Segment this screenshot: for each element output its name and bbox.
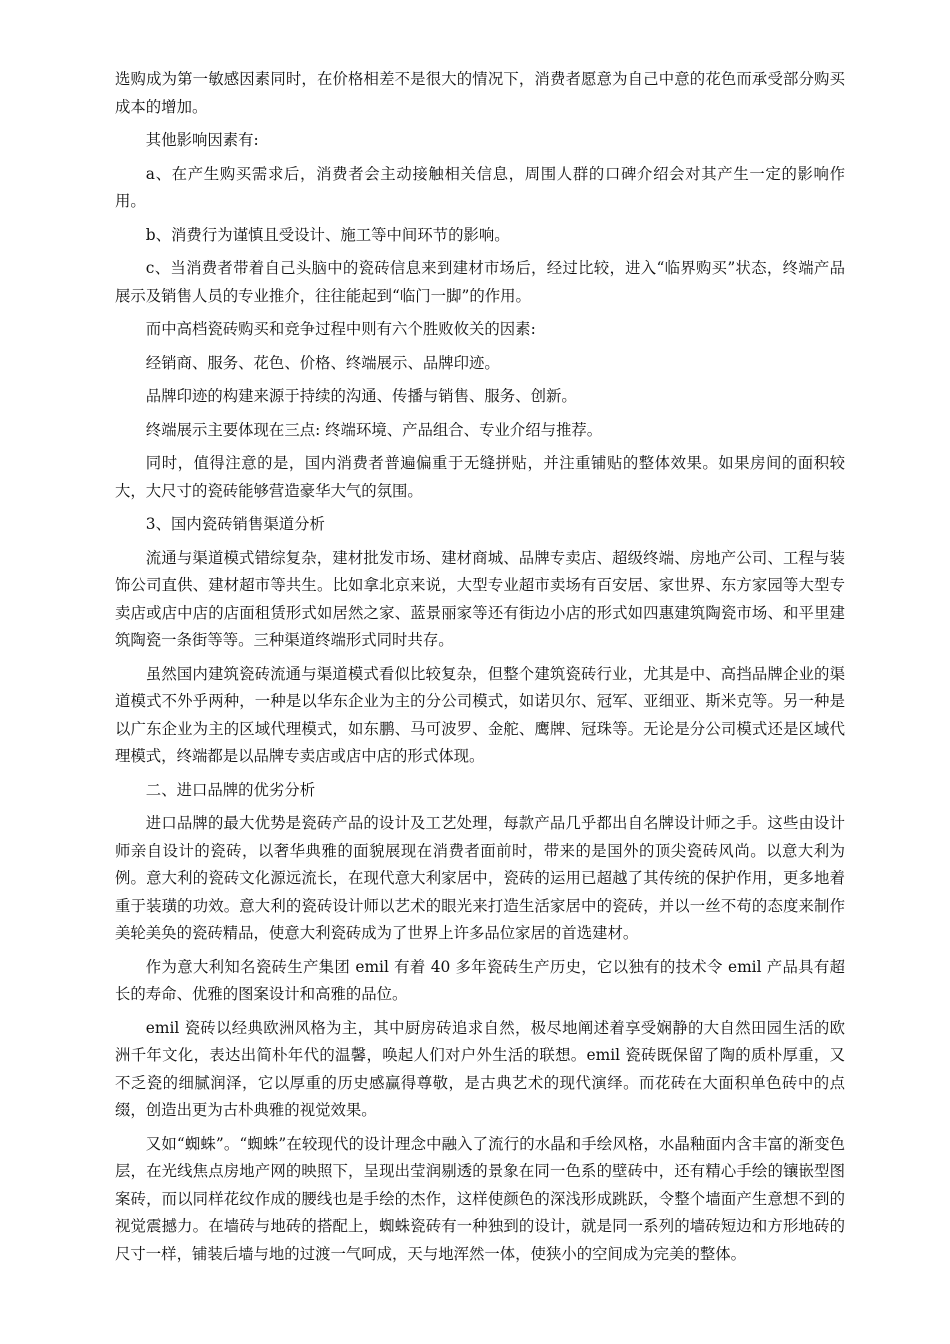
paragraph-13: 虽然国内建筑瓷砖流通与渠道模式看似比较复杂，但整个建筑瓷砖行业，尤其是中、高挡品牌企业的渠道模式不外乎两种，一种是以华东企业为主的分公司模式，如诺贝尔、冠军、亚细亚、斯米克等。另一种是以广东企业为主的区域代理模式，如东鹏、马可波罗、金舵、鹰牌、冠珠等。无论是分公司模式还是区域代理模式，终端都是以品牌专卖店或店中店的形式体现。 [115,664,845,765]
paragraph-15: 进口品牌的最大优势是瓷砖产品的设计及工艺处理，每款产品几乎都出自名牌设计师之手。这些由设计师亲自设计的瓷砖，以奢华典雅的面貌展现在消费者面前时，带来的是国外的顶尖瓷砖风尚。以意大利为例。意大利的瓷砖文化源远流长，在现代意大利家居中，瓷砖的运用已超越了其传统的保护作用，更多地着重于装璜的功效。意大利的瓷砖设计师以艺术的眼光来打造生活家居中的瓷砖，并以一丝不苟的态度来制作美轮美奂的瓷砖精品，使意大利瓷砖成为了世界上许多品位家居的首选建材。 [115,814,845,942]
paragraph-2: 其他影响因素有: [145,131,259,149]
paragraph-10: 同时，值得注意的是，国内消费者普遍偏重于无缝拼贴，并注重铺贴的整体效果。如果房间的面积较大，大尺寸的瓷砖能够营造豪华大气的氛围。 [115,454,845,500]
paragraph-16: 作为意大利知名瓷砖生产集团 emil 有着 40 多年瓷砖生产历史，它以独有的技术令 emil 产品具有超长的寿命、优雅的图案设计和高雅的品位。 [115,957,845,1003]
section-heading-2: 二、进口品牌的优劣分析 [145,780,316,799]
paragraph-4: b、消费行为谨慎且受设计、施工等中间环节的影响。 [145,225,510,244]
paragraph-18: 又如“蜘蛛”。“蜘蛛”在较现代的设计理念中融入了流行的水晶和手绘风格，水晶釉面内含丰富的渐变色层，在光线焦点房地产网的映照下，呈现出莹润剔透的景象在同一色系的壁砖中，还有精心手绘的镶嵌型图案砖，而以同样花纹作成的腰线也是手绘的杰作，这样使颜色的深浅形成跳跃，令整个墙面产生意想不到的视觉震撼力。在墙砖与地砖的搭配上，蜘蛛瓷砖有一种独到的设计，就是同一系列的墙砖短边和方形地砖的尺寸一样，铺装后墙与地的过渡一气呵成，天与地浑然一体，使狭小的空间成为完美的整体。 [115,1134,845,1263]
paragraph-12: 流通与渠道模式错综复杂，建材批发市场、建材商城、品牌专卖店、超级终端、房地产公司、工程与装饰公司直供、建材超市等共生。比如拿北京来说，大型专业超市卖场有百安居、家世界、东方家园等大型专卖店或店中店的店面租赁形式如居然之家、蓝景丽家等还有街边小店的形式如四惠建筑陶瓷市场、和平里建筑陶瓷一条街等等。三种渠道终端形式同时共存。 [115,548,845,649]
paragraph-9: 终端展示主要体现在三点: 终端环境、产品组合、专业介绍与推荐。 [145,420,603,439]
document-body [115,66,845,1274]
paragraph-5: c、当消费者带着自己头脑中的瓷砖信息来到建材市场后，经过比较，进入“临界购买”状态，终端产品展示及销售人员的专业推介，往往能起到“临门一脚”的作用。 [115,259,845,305]
paragraph-7: 经销商、服务、花色、价格、终端展示、品牌印迹。 [145,353,500,372]
paragraph-3: a、在产生购买需求后，消费者会主动接触相关信息，周围人群的口碑介绍会对其产生一定的影响作用。 [115,164,845,210]
paragraph-17: emil 瓷砖以经典欧洲风格为主，其中厨房砖追求自然，极尽地阐述着享受娴静的大自然田园生活的欧洲千年文化，表达出简朴年代的温馨，唤起人们对户外生活的联想。emil 瓷砖既保留了陶的质朴厚重，又不乏瓷的细腻润泽，它以厚重的历史感赢得尊敬，是古典艺术的现代演绎。而花砖在大面积单色砖中的点缀，创造出更为古朴典雅的视觉效果。 [115,1018,845,1119]
paragraph-1: 选购成为第一敏感因素同时，在价格相差不是很大的情况下，消费者愿意为自己中意的花色而承受部分购买成本的增加。 [115,70,845,116]
paragraph-6: 而中高档瓷砖购买和竞争过程中则有六个胜败攸关的因素: [145,320,536,338]
section-heading-3: 3、国内瓷砖销售渠道分析 [145,515,325,533]
paragraph-8: 品牌印迹的构建来源于持续的沟通、传播与销售、服务、创新。 [145,387,577,405]
